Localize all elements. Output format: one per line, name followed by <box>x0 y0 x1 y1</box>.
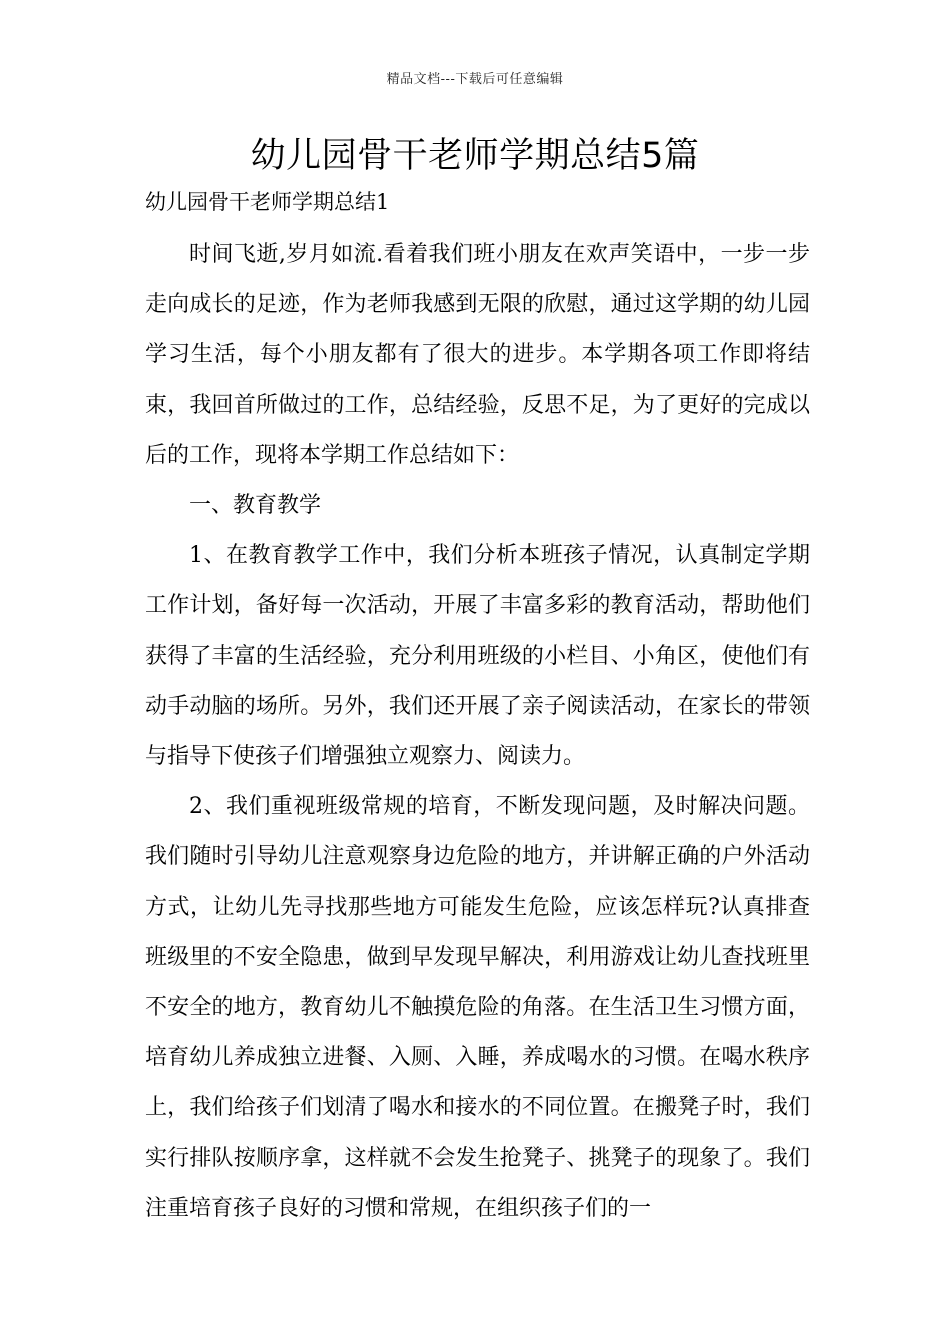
paragraph-heading-education: 一、教育教学 <box>189 493 322 519</box>
document-body <box>145 230 810 1234</box>
document-title: 幼儿园骨干老师学期总结5篇 <box>250 136 700 176</box>
paragraph-intro: 时间飞逝,岁月如流.看着我们班小朋友在欢声笑语中，一步一步走向成长的足迹，作为老师我感到无限的欣慰，通过这学期的幼儿园学习生活，每个小朋友都有了很大的进步。本学期各项工作即将结束，我回首所做过的工作，总结经验，反思不足，为了更好的完成以后的工作，现将本学期工作总结如下： <box>145 242 810 468</box>
header-note: 精品文档---下载后可任意编辑 <box>386 72 564 87</box>
paragraph-item-1: 1、在教育教学工作中，我们分析本班孩子情况，认真制定学期工作计划，备好每一次活动，开展了丰富多彩的教育活动，帮助他们获得了丰富的生活经验，充分利用班级的小栏目、小角区，使他们有动手动脑的场所。另外，我们还开展了亲子阅读活动，在家长的带领与指导下使孩子们增强独立观察力、阅读力。 <box>145 543 810 770</box>
section-subtitle: 幼儿园骨干老师学期总结1 <box>145 190 390 214</box>
paragraph-item-2: 2、我们重视班级常规的培育，不断发现问题，及时解决问题。我们随时引导幼儿注意观察身边危险的地方，并讲解正确的户外活动方式，让幼儿先寻找那些地方可能发生危险，应该怎样玩?认真排查班级里的不安全隐患，做到早发现早解决，利用游戏让幼儿查找班里不安全的地方，教育幼儿不触摸危险的角落。在生活卫生习惯方面，培育幼儿养成独立进餐、入厕、入睡，养成喝水的习惯。在喝水秩序上，我们给孩子们划清了喝水和接水的不同位置。在搬凳子时，我们实行排队按顺序拿，这样就不会发生抢凳子、挑凳子的现象了。我们注重培育孩子良好的习惯和常规，在组织孩子们的一 <box>145 794 810 1221</box>
